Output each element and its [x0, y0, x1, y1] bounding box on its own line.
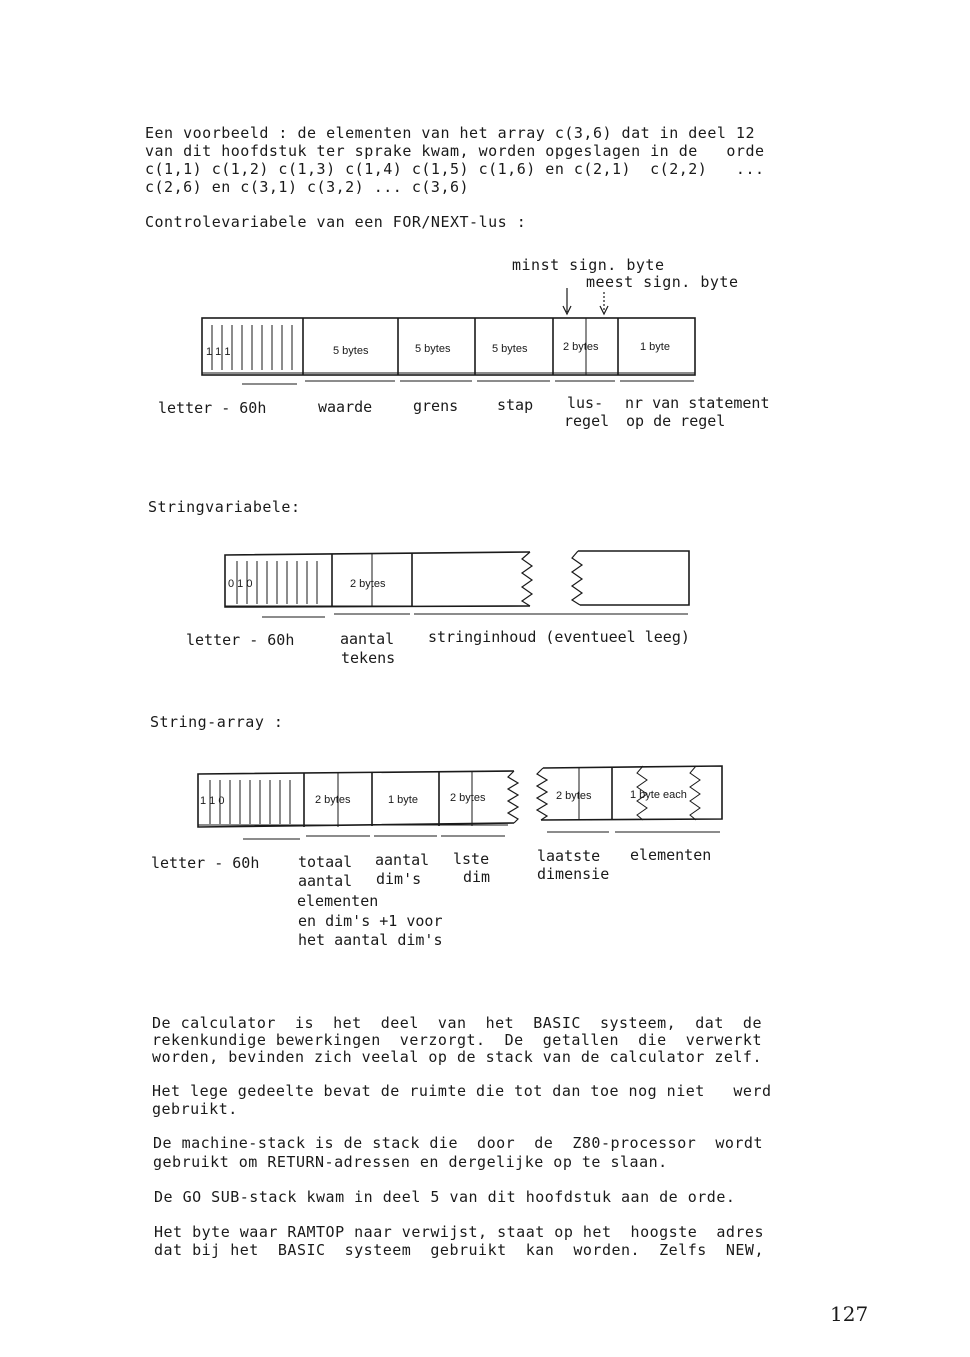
cap-waarde: waarde — [318, 398, 373, 416]
para-lege-2: gebruikt. — [152, 1100, 238, 1118]
sa-cap-totaal-4: en dim's +1 voor — [298, 912, 443, 930]
string-array-bits: 1 1 0 — [200, 795, 225, 807]
sv-cap-tekens: tekens — [341, 649, 396, 667]
sa-cell-elementen: 1 byte each — [630, 789, 687, 801]
cell-waarde: 5 bytes — [333, 345, 369, 357]
cap-lus: lus- — [567, 394, 604, 412]
cell-statement: 1 byte — [640, 341, 670, 353]
cell-stap: 5 bytes — [492, 343, 528, 355]
for-next-bits: 1 1 1 — [206, 346, 231, 358]
cap-stap: stap — [497, 396, 534, 414]
sa-cap-laatste-1: laatste — [537, 847, 601, 865]
sa-cap-lste-1: lste — [453, 850, 490, 868]
para-calculator-2: rekenkundige bewerkingen verzorgt. De getallen die verwerkt — [152, 1031, 762, 1049]
para-ramtop-2: dat bij het BASIC systeem gebruikt kan worden. Zelfs NEW, — [154, 1241, 764, 1259]
string-var-bits: 0 1 0 — [228, 578, 253, 590]
string-array-heading: String-array : — [150, 713, 284, 731]
sa-cell-totaal: 2 bytes — [315, 794, 351, 806]
for-next-heading: Controlevariabele van een FOR/NEXT-lus : — [145, 213, 527, 231]
sa-cap-elementen: elementen — [630, 846, 712, 864]
page-number: 127 — [830, 1302, 869, 1326]
label-meest-sign-byte: meest sign. byte — [586, 273, 739, 291]
sv-cap-letter: letter - 60h — [186, 631, 295, 649]
sa-cap-aantal-1: aantal — [375, 851, 430, 869]
sa-cell-aantal-dims: 1 byte — [388, 794, 418, 806]
intro-line-4: c(2,6) en c(3,1) c(3,2) ... c(3,6) — [145, 178, 470, 196]
intro-line-3: c(1,1) c(1,2) c(1,3) c(1,4) c(1,5) c(1,6) en c(2,1) c(2,2) ... — [145, 160, 765, 178]
sa-cell-laatste-dim: 2 bytes — [556, 790, 592, 802]
sa-cap-lste-2: dim — [463, 868, 491, 886]
sa-cap-totaal-5: het aantal dim's — [298, 931, 443, 949]
intro-line-1: Een voorbeeld : de elementen van het array c(3,6) dat in deel 12 — [145, 124, 755, 142]
para-calculator-1: De calculator is het deel van het BASIC systeem, dat de — [152, 1014, 762, 1032]
sa-cap-letter: letter - 60h — [151, 854, 260, 872]
para-gosub: De GO SUB-stack kwam in deel 5 van dit hoofdstuk aan de orde. — [154, 1188, 736, 1206]
cell-grens: 5 bytes — [415, 343, 451, 355]
sa-cap-laatste-2: dimensie — [537, 865, 610, 883]
cap-regel: regel — [564, 412, 610, 430]
sa-cap-totaal-2: aantal — [298, 872, 353, 890]
string-var-heading: Stringvariabele: — [148, 498, 301, 516]
label-minst-sign-byte: minst sign. byte — [512, 256, 665, 274]
cap-grens: grens — [413, 397, 459, 415]
string-var-cell: 2 bytes — [350, 578, 386, 590]
intro-line-2: van dit hoofdstuk ter sprake kwam, worden opgeslagen in de orde — [145, 142, 765, 160]
sa-cap-totaal-1: totaal — [298, 853, 353, 871]
sa-cap-aantal-2: dim's — [376, 870, 422, 888]
sv-cap-inhoud: stringinhoud (eventueel leeg) — [428, 628, 690, 646]
cap-nr-statement: nr van statement — [625, 394, 770, 412]
sa-cell-lste-dim: 2 bytes — [450, 792, 486, 804]
sv-cap-aantal: aantal — [340, 630, 395, 648]
para-ramtop-1: Het byte waar RAMTOP naar verwijst, staat op het hoogste adres — [154, 1223, 764, 1241]
para-machine-1: De machine-stack is de stack die door de Z80-processor wordt — [153, 1134, 763, 1152]
para-lege-1: Het lege gedeelte bevat de ruimte die tot dan toe nog niet werd — [152, 1082, 772, 1100]
para-calculator-3: worden, bevinden zich veelal op de stack van de calculator zelf. — [152, 1048, 762, 1066]
sa-cap-totaal-3: elementen — [297, 892, 379, 910]
cap-letter: letter - 60h — [158, 399, 267, 417]
cell-lusregel: 2 bytes — [563, 341, 599, 353]
para-machine-2: gebruikt om RETURN-adressen en dergelijke op te slaan. — [153, 1153, 668, 1171]
cap-op-de-regel: op de regel — [626, 412, 726, 430]
